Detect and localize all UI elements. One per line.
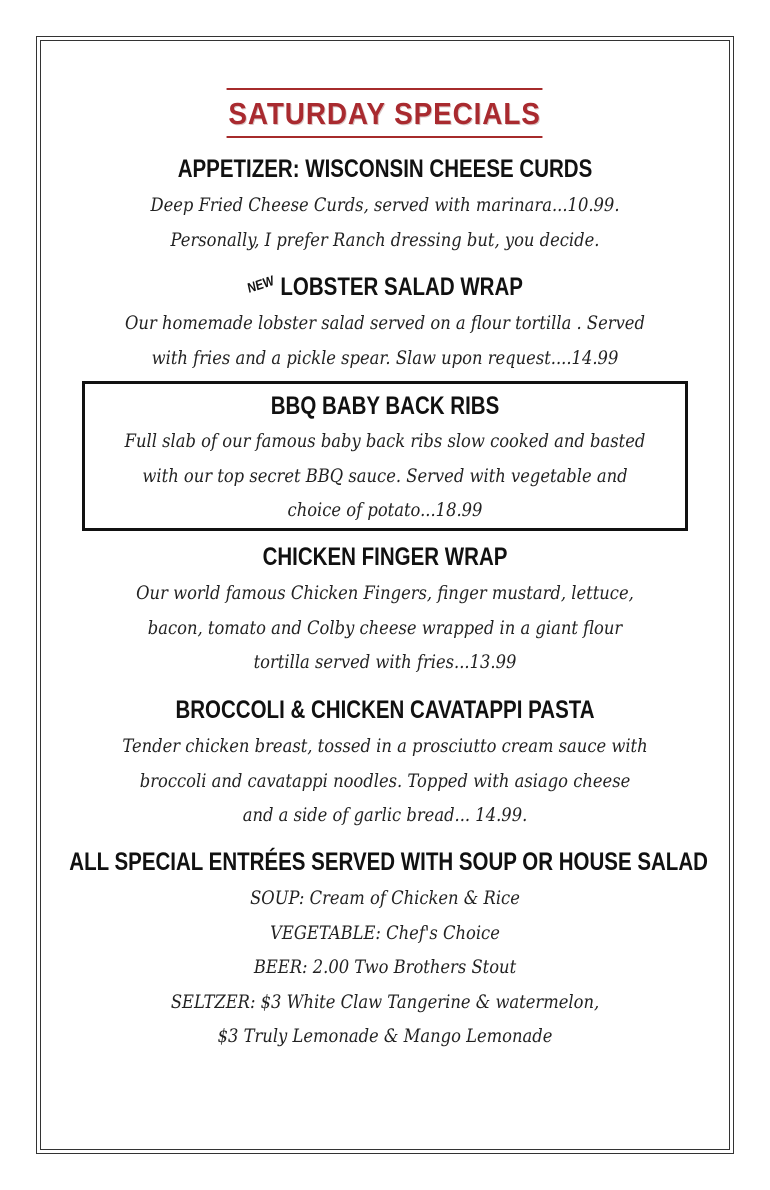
item-heading-text: LOBSTER SALAD WRAP bbox=[280, 273, 523, 301]
description-line: $3 Truly Lemonade & Mango Lemonade bbox=[217, 1025, 553, 1047]
item-description-bbq-ribs bbox=[60, 424, 710, 528]
description-line: VEGETABLE: Chef's Choice bbox=[270, 921, 500, 944]
description-line: BEER: 2.00 Two Brothers Stout bbox=[253, 956, 517, 978]
item-heading-bbq-ribs: BBQ BABY BACK RIBS bbox=[270, 392, 500, 420]
item-heading-chicken-finger-wrap: CHICKEN FINGER WRAP bbox=[262, 543, 508, 571]
description-line: Our world famous Chicken Fingers, finger mustard, lettuce, bbox=[136, 582, 634, 604]
item-description-cavatappi-pasta bbox=[60, 729, 710, 833]
description-line: broccoli and cavatappi noodles. Topped with asiago cheese bbox=[139, 769, 631, 792]
description-line: Full slab of our famous baby back ribs slow cooked and basted bbox=[124, 430, 646, 452]
item-heading-entrees-note: ALL SPECIAL ENTRÉES SERVED WITH SOUP OR HOUSE SALAD bbox=[69, 848, 708, 876]
item-heading-cavatappi-pasta: BROCCOLI & CHICKEN CAVATAPPI PASTA bbox=[175, 696, 595, 724]
description-line: bacon, tomato and Colby cheese wrapped in a giant flour bbox=[147, 616, 623, 639]
item-description-lobster-wrap bbox=[60, 306, 710, 375]
description-line: and a side of garlic bread... 14.99. bbox=[242, 804, 528, 826]
item-description-chicken-finger-wrap bbox=[60, 576, 710, 680]
description-line: with fries and a pickle spear. Slaw upon request....14.99 bbox=[151, 346, 619, 369]
description-line: choice of potato...18.99 bbox=[287, 499, 483, 521]
description-line: Personally, I prefer Ranch dressing but, you decide. bbox=[170, 228, 600, 251]
description-line: SELTZER: $3 White Claw Tangerine & watermelon, bbox=[170, 990, 600, 1013]
description-line: SOUP: Cream of Chicken & Rice bbox=[250, 887, 520, 909]
description-line: tortilla served with fries...13.99 bbox=[253, 651, 517, 673]
description-line: Deep Fried Cheese Curds, served with marinara...10.99. bbox=[150, 194, 620, 216]
page-title: SATURDAY SPECIALS bbox=[227, 88, 543, 138]
item-heading-cheese-curds: APPETIZER: WISCONSIN CHEESE CURDS bbox=[177, 155, 593, 183]
item-description-daily-extras bbox=[60, 881, 710, 1054]
description-line: with our top secret BBQ sauce. Served with vegetable and bbox=[142, 464, 628, 487]
description-line: Tender chicken breast, tossed in a prosciutto cream sauce with bbox=[122, 735, 648, 757]
description-line: Our homemade lobster salad served on a flour tortilla . Served bbox=[125, 312, 645, 334]
title-block bbox=[0, 88, 770, 138]
item-heading-lobster-wrap bbox=[69, 271, 700, 306]
new-badge: NEW bbox=[245, 272, 276, 296]
item-description-cheese-curds bbox=[60, 188, 710, 257]
